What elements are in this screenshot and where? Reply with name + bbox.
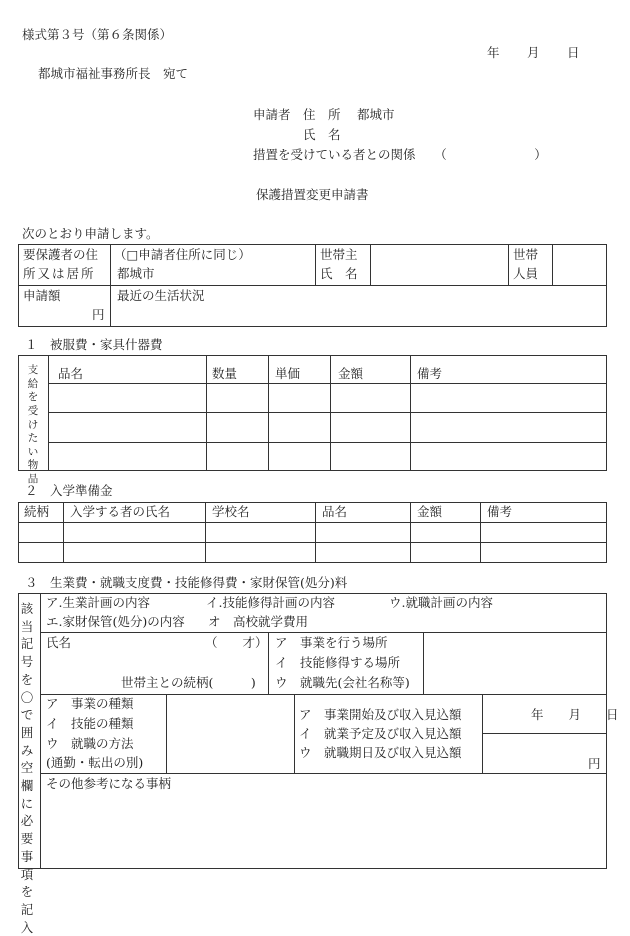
form-title: 保護措置変更申請書: [256, 187, 369, 202]
s1-header-item: 品名: [58, 366, 84, 381]
option-o-highschool: オ 高校就学費用: [208, 614, 309, 629]
date-month: 月: [527, 45, 540, 60]
option-u-employment-plan: ウ.就職計画の内容: [389, 595, 493, 610]
option-a-business-plan: ア.生業計画の内容: [46, 595, 150, 610]
s3-income-i: イ 就業予定及び収入見込額: [299, 726, 462, 741]
s3-age-label: （ 才）: [205, 635, 268, 650]
same-address-checkbox-label: （□申請者住所に同じ）: [114, 247, 251, 262]
s1-header-qty: 数量: [212, 366, 238, 381]
s1-header-remarks: 備考: [417, 366, 443, 381]
s3-place-i: イ 技能修得する場所: [275, 655, 401, 670]
s2-header-item: 品名: [322, 504, 348, 519]
s3-relation-label: 世帯主との続柄( ): [121, 675, 256, 690]
section1-side-label: 支給を受けたい物品: [27, 364, 39, 486]
s3-other-label: その他参考になる事柄: [46, 776, 172, 791]
applicant-label: 申請者: [253, 107, 291, 122]
s2-header-relation: 続柄: [24, 504, 50, 519]
s3-type-a: ア 事業の種類: [46, 696, 134, 711]
applicant-address-label: 住 所: [303, 107, 341, 122]
section3-side-label: 該当記号を〇で囲み空欄に必要事項を記入: [20, 601, 34, 935]
section1-title: １ 被服費・家具什器費: [25, 337, 163, 352]
s2-header-school: 学校名: [212, 504, 250, 519]
applicant-name-label: 氏 名: [303, 127, 341, 142]
members-label-2: 人員: [513, 266, 539, 281]
s3-type-u-note: (通勤・転出の別): [46, 755, 144, 770]
s3-type-u: ウ 就職の方法: [46, 736, 134, 751]
s1-header-unit-price: 単価: [275, 366, 301, 381]
date-year: 年: [487, 45, 500, 60]
s3-yen-unit: 円: [588, 756, 601, 771]
address-value: 都城市: [117, 266, 155, 281]
section2-title: ２ 入学準備金: [25, 483, 113, 498]
living-status-label: 最近の生活状況: [117, 288, 205, 303]
applicant-relation-label: 措置を受けている者との関係 （ ）: [253, 147, 547, 162]
s3-place-u: ウ 就職先(会社名称等): [275, 675, 410, 690]
amount-label: 申請額: [23, 288, 61, 303]
s1-header-amount: 金額: [338, 366, 364, 381]
s2-header-remarks: 備考: [487, 504, 513, 519]
s2-header-amount: 金額: [417, 504, 443, 519]
s3-income-a: ア 事業開始及び収入見込額: [299, 707, 462, 722]
s3-name-label: 氏名: [46, 635, 72, 650]
section1-table: [18, 355, 607, 471]
s3-type-i: イ 技能の種類: [46, 716, 134, 731]
section3-title: ３ 生業費・就職支度費・技能修得費・家財保管(処分)料: [25, 575, 348, 590]
address-label-2: 所又は居所: [23, 266, 96, 281]
amount-unit: 円: [92, 307, 105, 322]
option-e-storage: エ.家財保管(処分)の内容: [46, 614, 185, 629]
addressee: 都城市福祉事務所長 宛て: [38, 66, 189, 81]
address-label-1: 要保護者の住: [23, 247, 99, 262]
members-label-1: 世帯: [513, 247, 539, 262]
s3-place-a: ア 事業を行う場所: [275, 635, 388, 650]
s2-header-enrollee-name: 入学する者の氏名: [70, 504, 171, 519]
applicant-address-value: 都城市: [357, 107, 395, 122]
household-head-label-1: 世帯主: [320, 247, 358, 262]
s3-date-label: 年 月 日: [531, 707, 619, 722]
date-day: 日: [567, 45, 580, 60]
option-i-skill-plan: イ.技能修得計画の内容: [206, 595, 335, 610]
form-number: 様式第３号（第６条関係）: [22, 27, 173, 42]
household-head-label-2: 氏 名: [320, 266, 358, 281]
s3-income-u: ウ 就職期日及び収入見込額: [299, 745, 462, 760]
intro-text: 次のとおり申請します。: [22, 226, 159, 241]
